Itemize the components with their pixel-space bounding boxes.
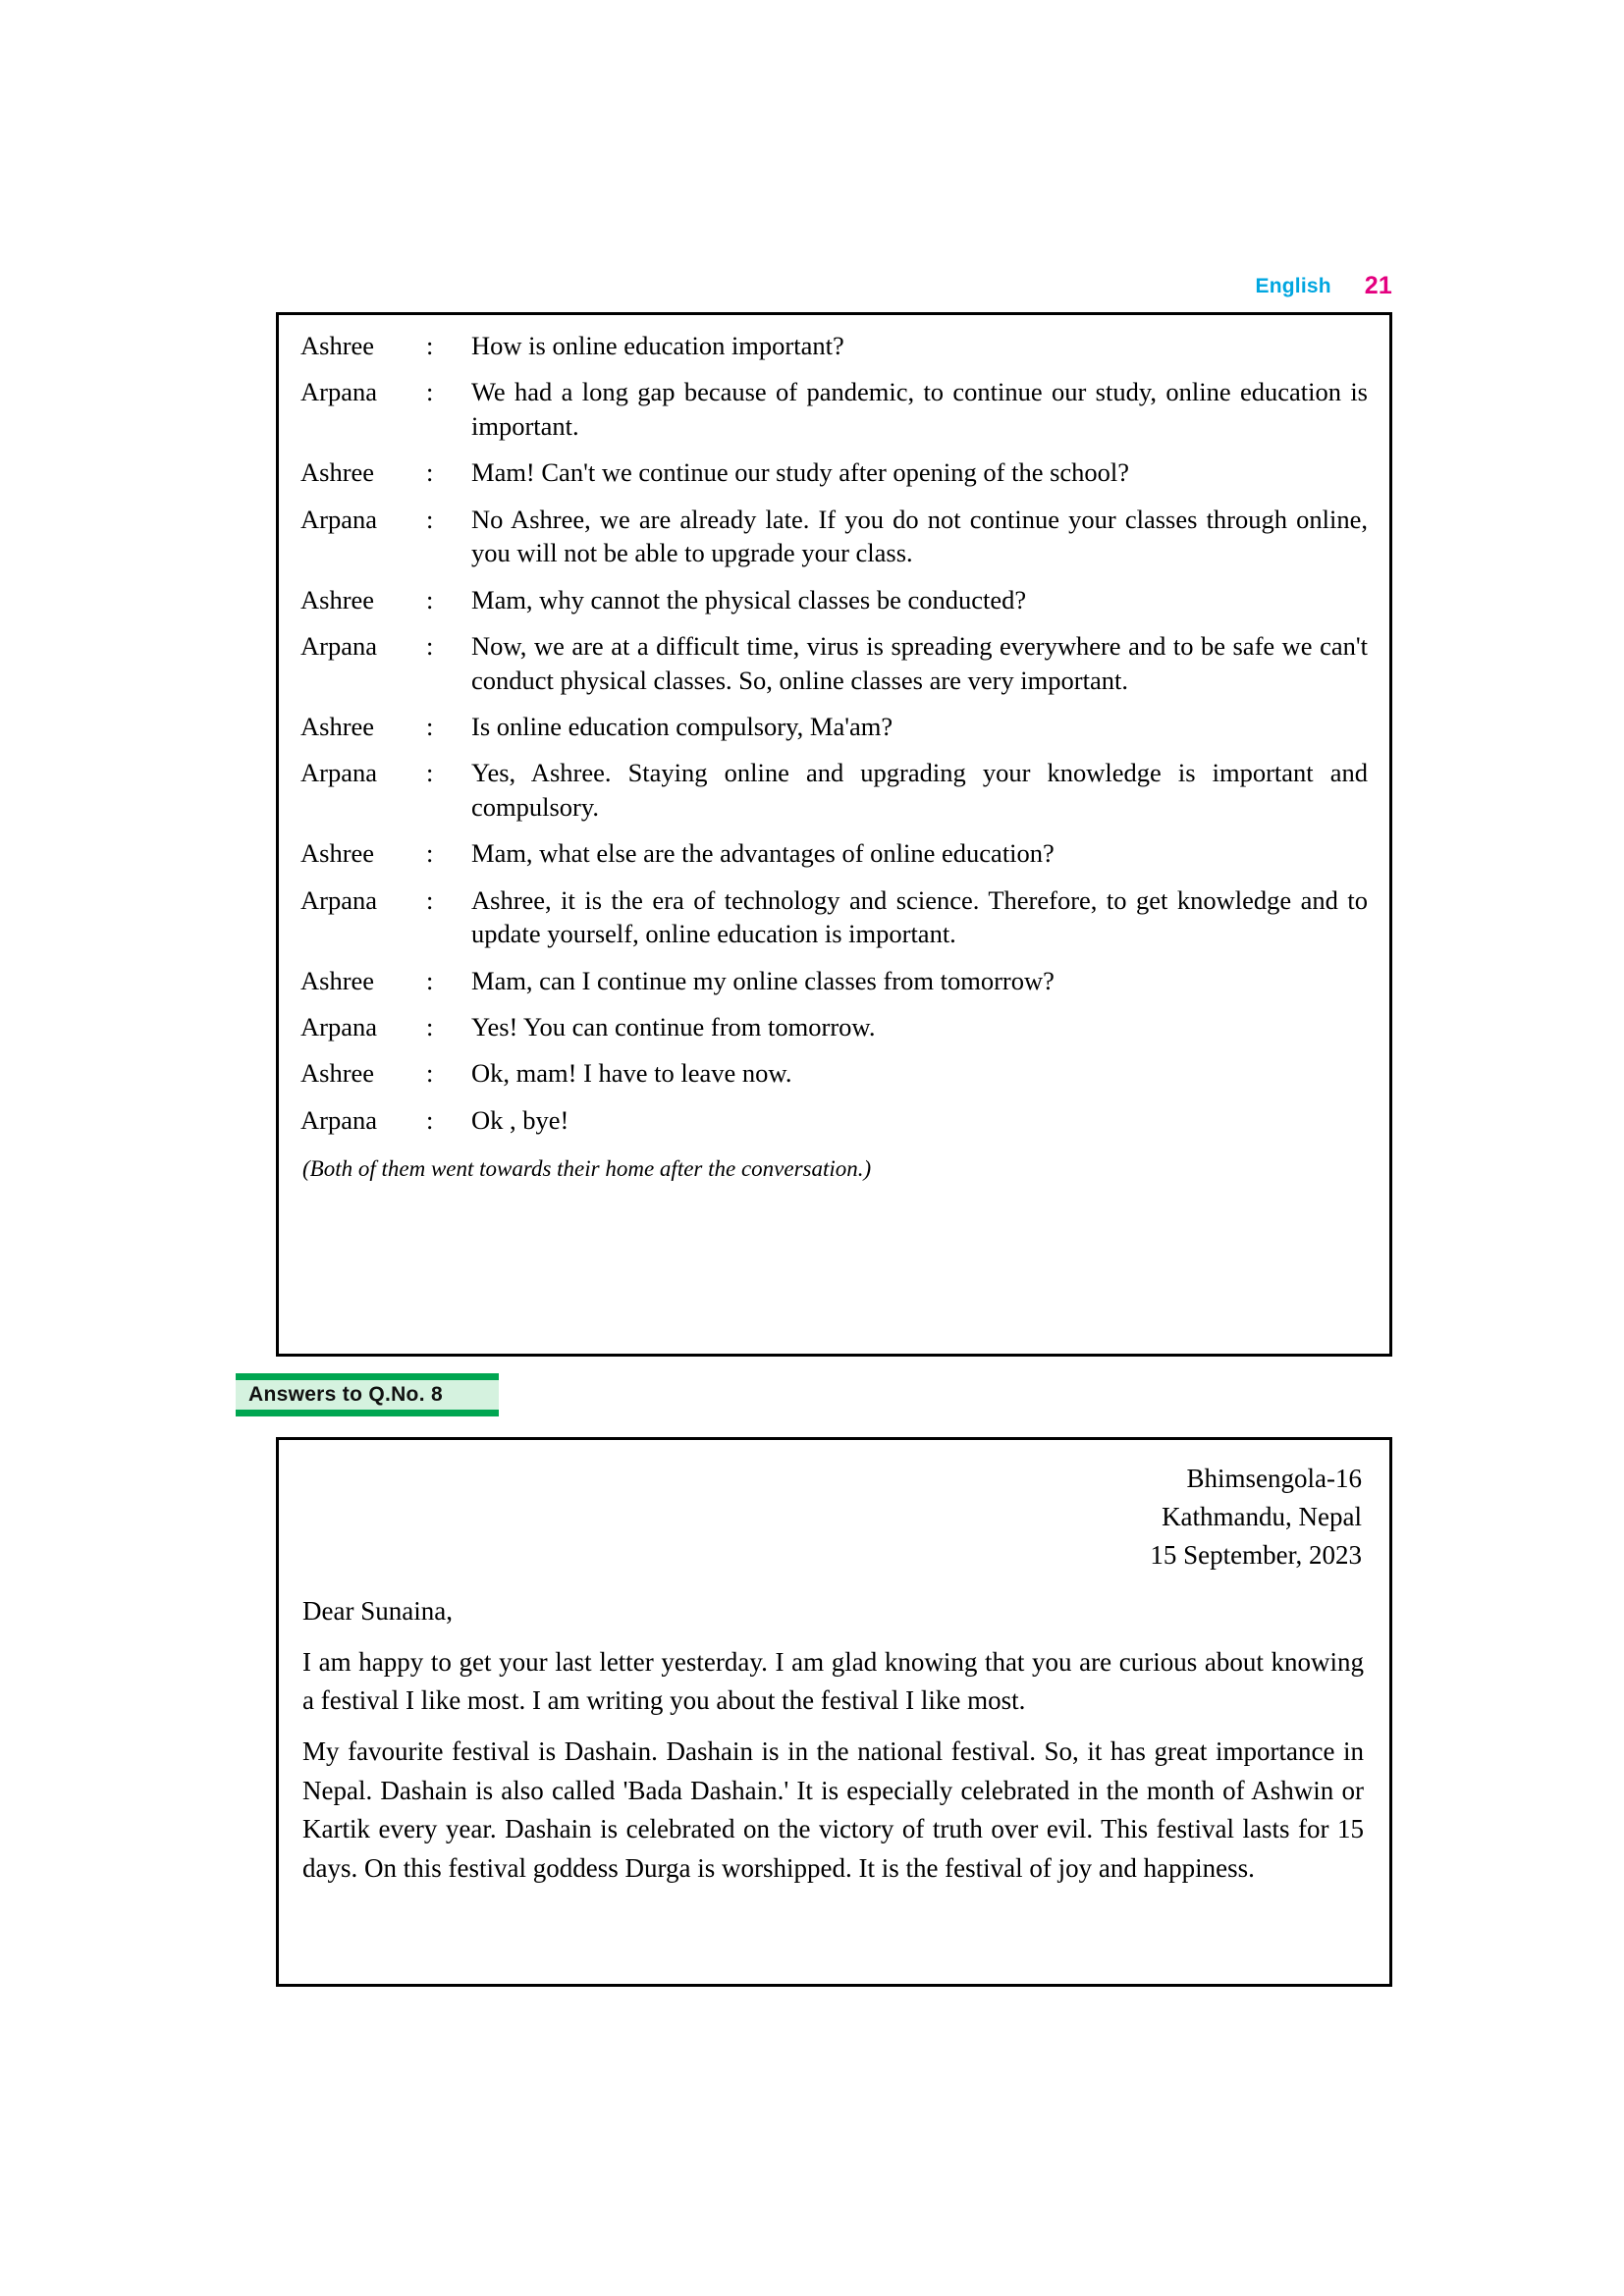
dialogue-colon: : <box>426 965 434 995</box>
dialogue-line <box>300 329 1368 375</box>
header-page-number: 21 <box>1364 272 1392 299</box>
letter-address-block <box>302 1460 1366 1575</box>
dialogue-line <box>300 710 1368 756</box>
dialogue-text: Ok , bye! <box>471 1104 569 1135</box>
answers-section-banner <box>236 1373 499 1416</box>
letter-date-line: 15 September, 2023 <box>1150 1540 1362 1571</box>
dialogue-colon: : <box>426 884 434 915</box>
dialogue-colon: : <box>426 711 434 741</box>
dialogue-text: Ok, mam! I have to leave now. <box>471 1058 792 1089</box>
dialogue-colon: : <box>426 504 434 534</box>
dialogue-speaker: Ashree <box>300 331 375 360</box>
dialogue-line <box>300 629 1368 710</box>
letter-address-line: Bhimsengola-16 <box>1186 1464 1362 1493</box>
dialogue-text: Yes, Ashree. Staying online and upgrading your knowledge is important and compulsory. <box>471 758 1368 822</box>
dialogue-line <box>300 375 1368 455</box>
dialogue-box <box>276 312 1392 1357</box>
dialogue-speaker: Arpana <box>300 631 377 662</box>
dialogue-speaker: Arpana <box>300 884 377 915</box>
dialogue-colon: : <box>426 1058 434 1089</box>
dialogue-speaker: Arpana <box>300 377 377 407</box>
dialogue-line <box>300 756 1368 836</box>
dialogue-text: Mam, why cannot the physical classes be conducted? <box>471 584 1027 614</box>
dialogue-colon: : <box>426 377 434 407</box>
dialogue-line <box>300 1010 1368 1056</box>
dialogue-speaker: Arpana <box>300 758 377 788</box>
dialogue-colon: : <box>426 631 434 662</box>
dialogue-speaker: Ashree <box>300 1058 375 1089</box>
dialogue-colon: : <box>426 584 434 614</box>
letter-box <box>276 1437 1392 1987</box>
dialogue-text: Mam! Can't we continue our study after opening of the school? <box>471 457 1130 488</box>
dialogue-colon: : <box>426 758 434 788</box>
dialogue-line <box>300 583 1368 629</box>
dialogue-text: Yes! You can continue from tomorrow. <box>471 1012 876 1041</box>
dialogue-speaker: Arpana <box>300 1012 377 1041</box>
dialogue-colon: : <box>426 838 434 869</box>
dialogue-text: We had a long gap because of pandemic, to continue our study, online education is important. <box>471 377 1368 441</box>
dialogue-speaker: Ashree <box>300 965 375 995</box>
dialogue-speaker: Ashree <box>300 584 375 614</box>
dialogue-line <box>300 503 1368 583</box>
letter-address-line: Kathmandu, Nepal <box>1162 1502 1362 1532</box>
dialogue-line <box>300 1056 1368 1102</box>
dialogue-speaker: Arpana <box>300 1104 377 1135</box>
dialogue-table-body <box>300 329 1368 1149</box>
letter-salutation: Dear Sunaina, <box>302 1596 453 1627</box>
dialogue-line <box>300 1103 1368 1149</box>
answers-section-label: Answers to Q.No. 8 <box>248 1383 443 1406</box>
dialogue-speaker: Ashree <box>300 838 375 869</box>
header-subject: English <box>1255 275 1331 297</box>
dialogue-text: How is online education important? <box>471 331 844 360</box>
dialogue-closing-note: (Both of them went towards their home after the conversation.) <box>302 1156 872 1182</box>
dialogue-speaker: Ashree <box>300 711 375 741</box>
dialogue-speaker: Arpana <box>300 504 377 534</box>
dialogue-speaker: Ashree <box>300 457 375 488</box>
dialogue-colon: : <box>426 331 434 360</box>
dialogue-text: No Ashree, we are already late. If you do not continue your classes through online, you will not be able to upgrade your class. <box>471 504 1368 568</box>
dialogue-line <box>300 964 1368 1010</box>
letter-paragraph: My favourite festival is Dashain. Dashain is in the national festival. So, it has great importance in Nepal. Dashain is also called 'Bada Dashain.' It is especially celebrated in the month of Ashwin or Kartik every year. Dashain is celebrated on the victory of truth over evil. This festival lasts for 15 days. On this festival goddess Durga is worshipped. It is the festival of joy and happiness. <box>302 1735 1364 1883</box>
letter-paragraph: I am happy to get your last letter yesterday. I am glad knowing that you are curious about knowing a festival I like most. I am writing you about the festival I like most. <box>302 1646 1364 1716</box>
dialogue-text: Ashree, it is the era of technology and science. Therefore, to get knowledge and to update yourself, online education is important. <box>471 884 1368 949</box>
dialogue-line <box>300 836 1368 882</box>
dialogue-colon: : <box>426 1012 434 1041</box>
dialogue-text: Mam, what else are the advantages of online education? <box>471 838 1055 869</box>
dialogue-line <box>300 455 1368 502</box>
dialogue-text: Now, we are at a difficult time, virus is spreading everywhere and to be safe we can't conduct physical classes. So, online classes are very important. <box>471 631 1368 695</box>
dialogue-colon: : <box>426 1104 434 1135</box>
dialogue-table <box>300 329 1368 1149</box>
dialogue-text: Is online education compulsory, Ma'am? <box>471 711 893 741</box>
dialogue-colon: : <box>426 457 434 488</box>
dialogue-line <box>300 883 1368 964</box>
running-header <box>0 271 1392 299</box>
dialogue-text: Mam, can I continue my online classes from tomorrow? <box>471 965 1055 995</box>
